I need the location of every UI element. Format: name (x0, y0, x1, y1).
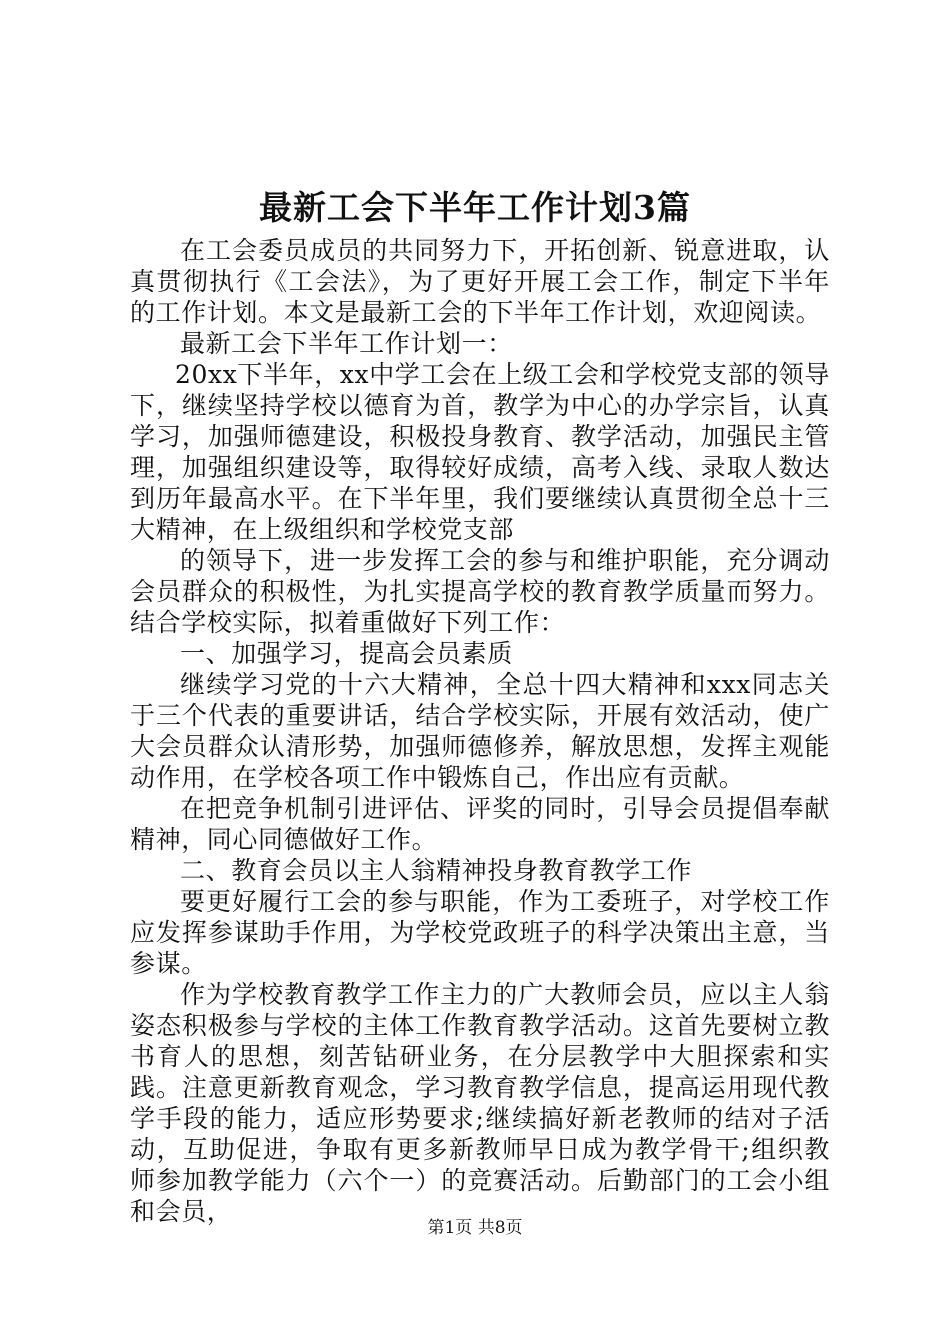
paragraph-intro: 在工会委员成员的共同努力下，开拓创新、锐意进取，认真贯彻执行《工会法》，为了更好开展工会工作，制定下半年的工作计划。本文是最新工会的下半年工作计划，欢迎阅读。 (130, 236, 830, 327)
paragraph-subheading: 二、教育会员以主人翁精神投身教育教学工作 (180, 856, 693, 885)
paragraph: 要更好履行工会的参与职能，作为工委班子，对学校工作应发挥参谋助手作用，为学校党政班子的科学决策出主意，当参谋。 (130, 887, 830, 978)
paragraph: 20xx下半年，xx中学工会在上级工会和学校党支部的领导下，继续坚持学校以德育为首，教学为中心的办学宗旨，认真学习，加强师德建设，积极投身教育、教学活动，加强民主管理，加强组织建设等，取得较好成绩，高考入线、录取人数达到历年最高水平。在下半年里，我们要继续认真贯彻全总十三大精神，在上级组织和学校党支部 (130, 360, 831, 544)
paragraph: 的领导下，进一步发挥工会的参与和维护职能，充分调动会员群众的积极性，为扎实提高学校的教育教学质量而努力。结合学校实际，拟着重做好下列工作： (130, 546, 830, 637)
paragraph: 作为学校教育教学工作主力的广大教师会员，应以主人翁姿态积极参与学校的主体工作教育教学活动。这首先要树立教书育人的思想，刻苦钻研业务，在分层教学中大胆探索和实践。注意更新教育观念，学习教育教学信息，提高运用现代教学手段的能力，适应形势要求;继续搞好新老教师的结对子活动，互助促进，争取有更多新教师早日成为教学骨干;组织教师参加教学能力（六个一）的竞赛活动。后勤部门的工会小组和会员， (130, 980, 830, 1226)
document-title: 最新工会下半年工作计划3篇 (259, 188, 691, 227)
document-body (130, 235, 830, 1227)
paragraph-section-heading: 最新工会下半年工作计划一： (180, 329, 513, 358)
paragraph-subheading: 一、加强学习，提高会员素质 (180, 639, 513, 668)
paragraph: 在把竞争机制引进评估、评奖的同时，引导会员提倡奉献精神，同心同德做好工作。 (130, 794, 830, 854)
page-number-footer: 第1页 共8页 (427, 1218, 523, 1238)
paragraph: 继续学习党的十六大精神，全总十四大精神和xxx同志关于三个代表的重要讲话，结合学校实际，开展有效活动，使广大会员群众认清形势，加强师德修养，解放思想，发挥主观能动作用，在学校各项工作中锻炼自己，作出应有贡献。 (130, 670, 830, 792)
